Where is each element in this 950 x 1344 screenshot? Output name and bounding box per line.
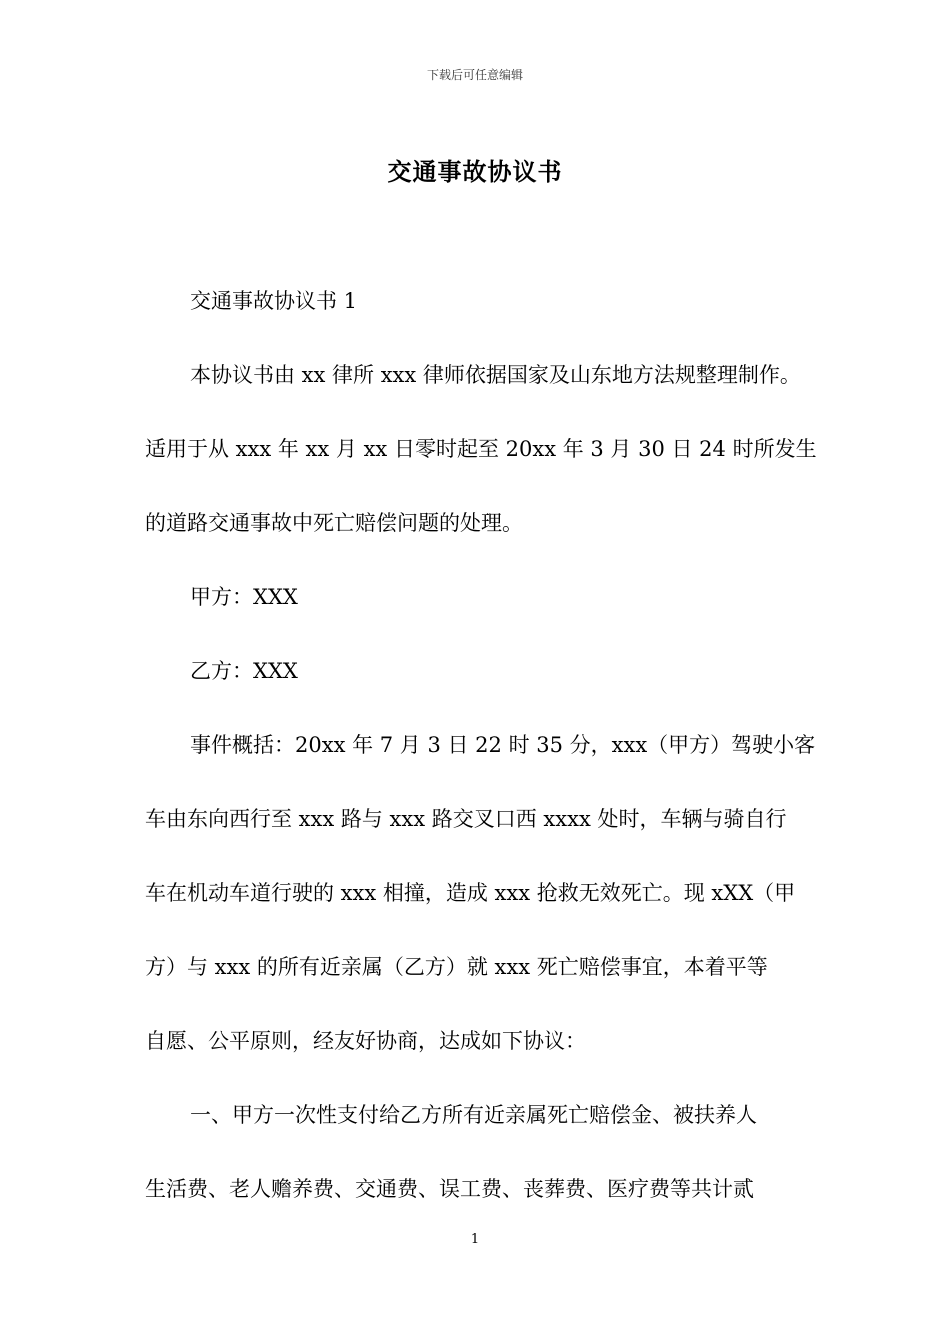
- party-a-line: 甲方：XXX: [190, 585, 298, 609]
- section-heading: 交通事故协议书 1: [190, 289, 358, 313]
- paragraph-line: 自愿、公平原则，经友好协商，达成如下协议：: [145, 1029, 586, 1053]
- paragraph-line: 本协议书由 xx 律所 xxx 律师依据国家及山东地方法规整理制作。: [190, 363, 801, 387]
- party-b-line: 乙方：XXX: [190, 659, 298, 683]
- paragraph-line: 车由东向西行至 xxx 路与 xxx 路交叉口西 xxxx 处时，车辆与骑自行: [145, 807, 787, 831]
- paragraph-line: 一、甲方一次性支付给乙方所有近亲属死亡赔偿金、被扶养人: [190, 1103, 757, 1127]
- paragraph-line: 事件概括：20xx 年 7 月 3 日 22 时 35 分，xxx（甲方）驾驶小客: [190, 733, 816, 757]
- document-body: [145, 264, 817, 1226]
- page-number: 1: [470, 1232, 480, 1247]
- paragraph-line: 方）与 xxx 的所有近亲属（乙方）就 xxx 死亡赔偿事宜，本着平等: [145, 955, 768, 979]
- paragraph-line: 生活费、老人赡养费、交通费、误工费、丧葬费、医疗费等共计贰: [145, 1177, 754, 1201]
- paragraph-line: 适用于从 xxx 年 xx 月 xx 日零时起至 20xx 年 3 月 30 日 24 时所发生: [145, 437, 817, 461]
- paragraph-line: 车在机动车道行驶的 xxx 相撞，造成 xxx 抢救无效死亡。现 xXX（甲: [145, 881, 796, 905]
- paragraph-line: 的道路交通事故中死亡赔偿问题的处理。: [145, 511, 523, 535]
- document-title: 交通事故协议书: [387, 157, 563, 186]
- header-note: 下载后可任意编辑: [426, 68, 523, 82]
